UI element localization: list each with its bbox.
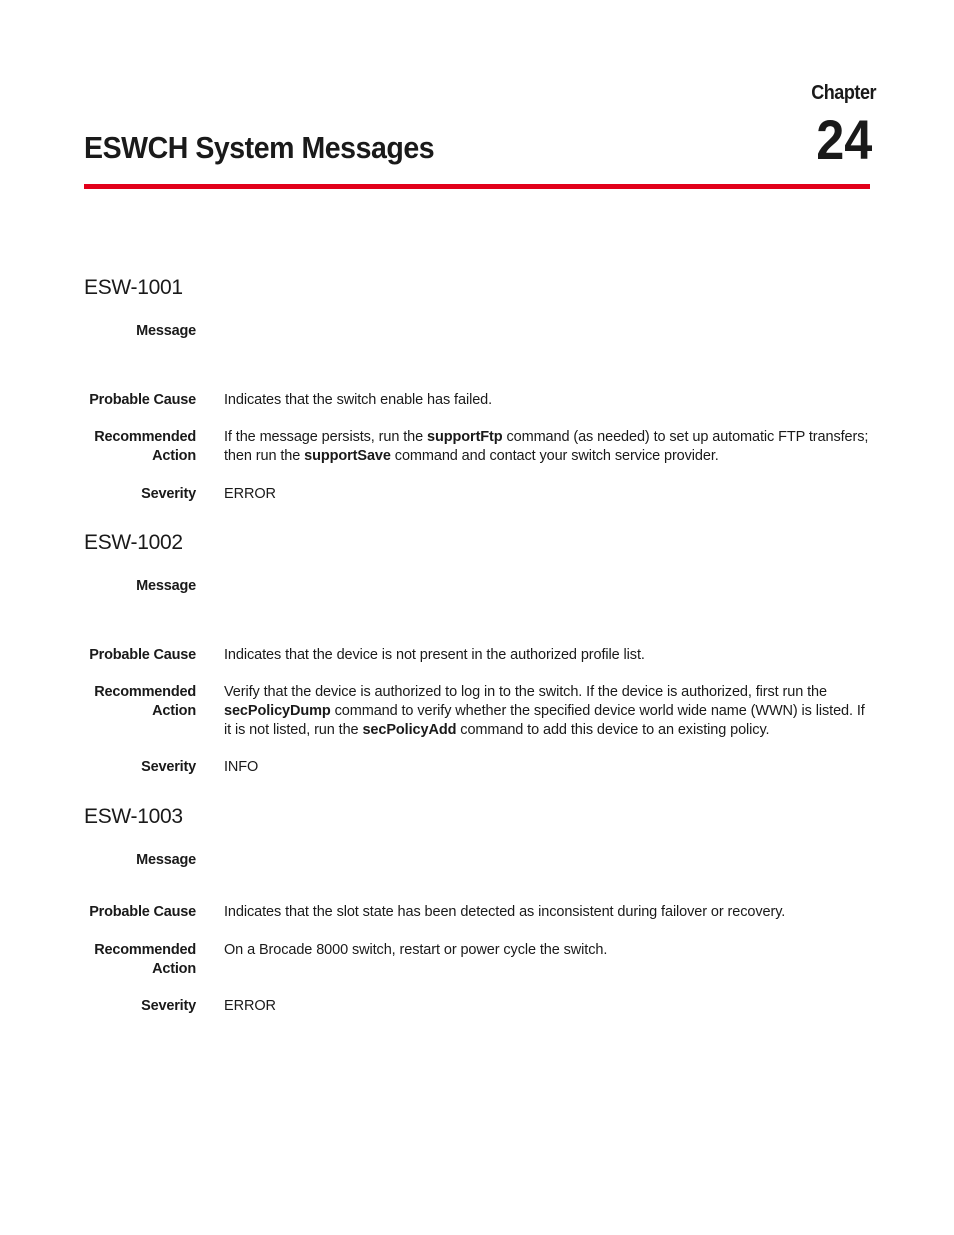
chapter-number: 24 bbox=[815, 108, 872, 171]
section-heading: ESW-1002 bbox=[84, 531, 183, 554]
section-heading: ESW-1001 bbox=[84, 276, 183, 299]
message-section-esw-1001 bbox=[84, 276, 870, 502]
section-heading: ESW-1003 bbox=[84, 805, 183, 828]
command-name: secPolicyAdd bbox=[362, 722, 457, 738]
probable-cause-label: Probable Cause bbox=[89, 904, 196, 920]
severity-value: INFO bbox=[224, 759, 259, 775]
command-name: supportSave bbox=[304, 448, 391, 464]
probable-cause-text: Indicates that the switch enable has failed. bbox=[224, 392, 493, 408]
message-section-esw-1002 bbox=[84, 531, 870, 775]
recommended-label-line2: Action bbox=[152, 961, 196, 977]
message-section-esw-1003 bbox=[84, 805, 870, 1014]
severity-label: Severity bbox=[141, 998, 196, 1014]
recommended-action-label bbox=[84, 683, 196, 721]
recommended-action-text: On a Brocade 8000 switch, restart or power cycle the switch. bbox=[224, 942, 608, 958]
recommended-action-label bbox=[84, 941, 196, 979]
message-label: Message bbox=[136, 578, 196, 594]
title-rule bbox=[84, 184, 870, 189]
severity-label: Severity bbox=[141, 759, 196, 775]
action-text-part: command to add this device to an existing policy. bbox=[456, 722, 770, 738]
recommended-label-line1: Recommended bbox=[94, 429, 196, 445]
command-name: secPolicyDump bbox=[224, 703, 331, 719]
probable-cause-label: Probable Cause bbox=[89, 392, 196, 408]
recommended-label-line2: Action bbox=[152, 448, 196, 464]
recommended-action-text bbox=[224, 683, 870, 740]
action-text-part: If the message persists, run the bbox=[224, 429, 428, 445]
severity-label: Severity bbox=[141, 486, 196, 502]
recommended-label-line1: Recommended bbox=[94, 942, 196, 958]
action-text-part: command (as needed) to set up automatic FTP transfers; then run the bbox=[224, 429, 869, 464]
message-label: Message bbox=[136, 323, 196, 339]
probable-cause-text: Indicates that the device is not present in the authorized profile list. bbox=[224, 647, 645, 663]
action-text-part: command and contact your switch service provider. bbox=[390, 448, 719, 464]
chapter-label: Chapter bbox=[811, 82, 876, 104]
probable-cause-label: Probable Cause bbox=[89, 647, 196, 663]
action-text-part: command to verify whether the specified device world wide name (WWN) is listed. If it is not listed, run the bbox=[224, 703, 865, 738]
probable-cause-text: Indicates that the slot state has been detected as inconsistent during failover or recovery. bbox=[224, 904, 786, 920]
recommended-action-text bbox=[224, 428, 870, 466]
command-name: supportFtp bbox=[427, 429, 503, 445]
recommended-label-line2: Action bbox=[152, 703, 196, 719]
action-text-part: Verify that the device is authorized to log in to the switch. If the device is authorized, first run the bbox=[224, 684, 827, 700]
severity-value: ERROR bbox=[224, 486, 276, 502]
recommended-action-label bbox=[84, 428, 196, 466]
severity-value: ERROR bbox=[224, 998, 276, 1014]
page-title: ESWCH System Messages bbox=[84, 130, 435, 165]
recommended-label-line1: Recommended bbox=[94, 684, 196, 700]
message-label: Message bbox=[136, 852, 196, 868]
